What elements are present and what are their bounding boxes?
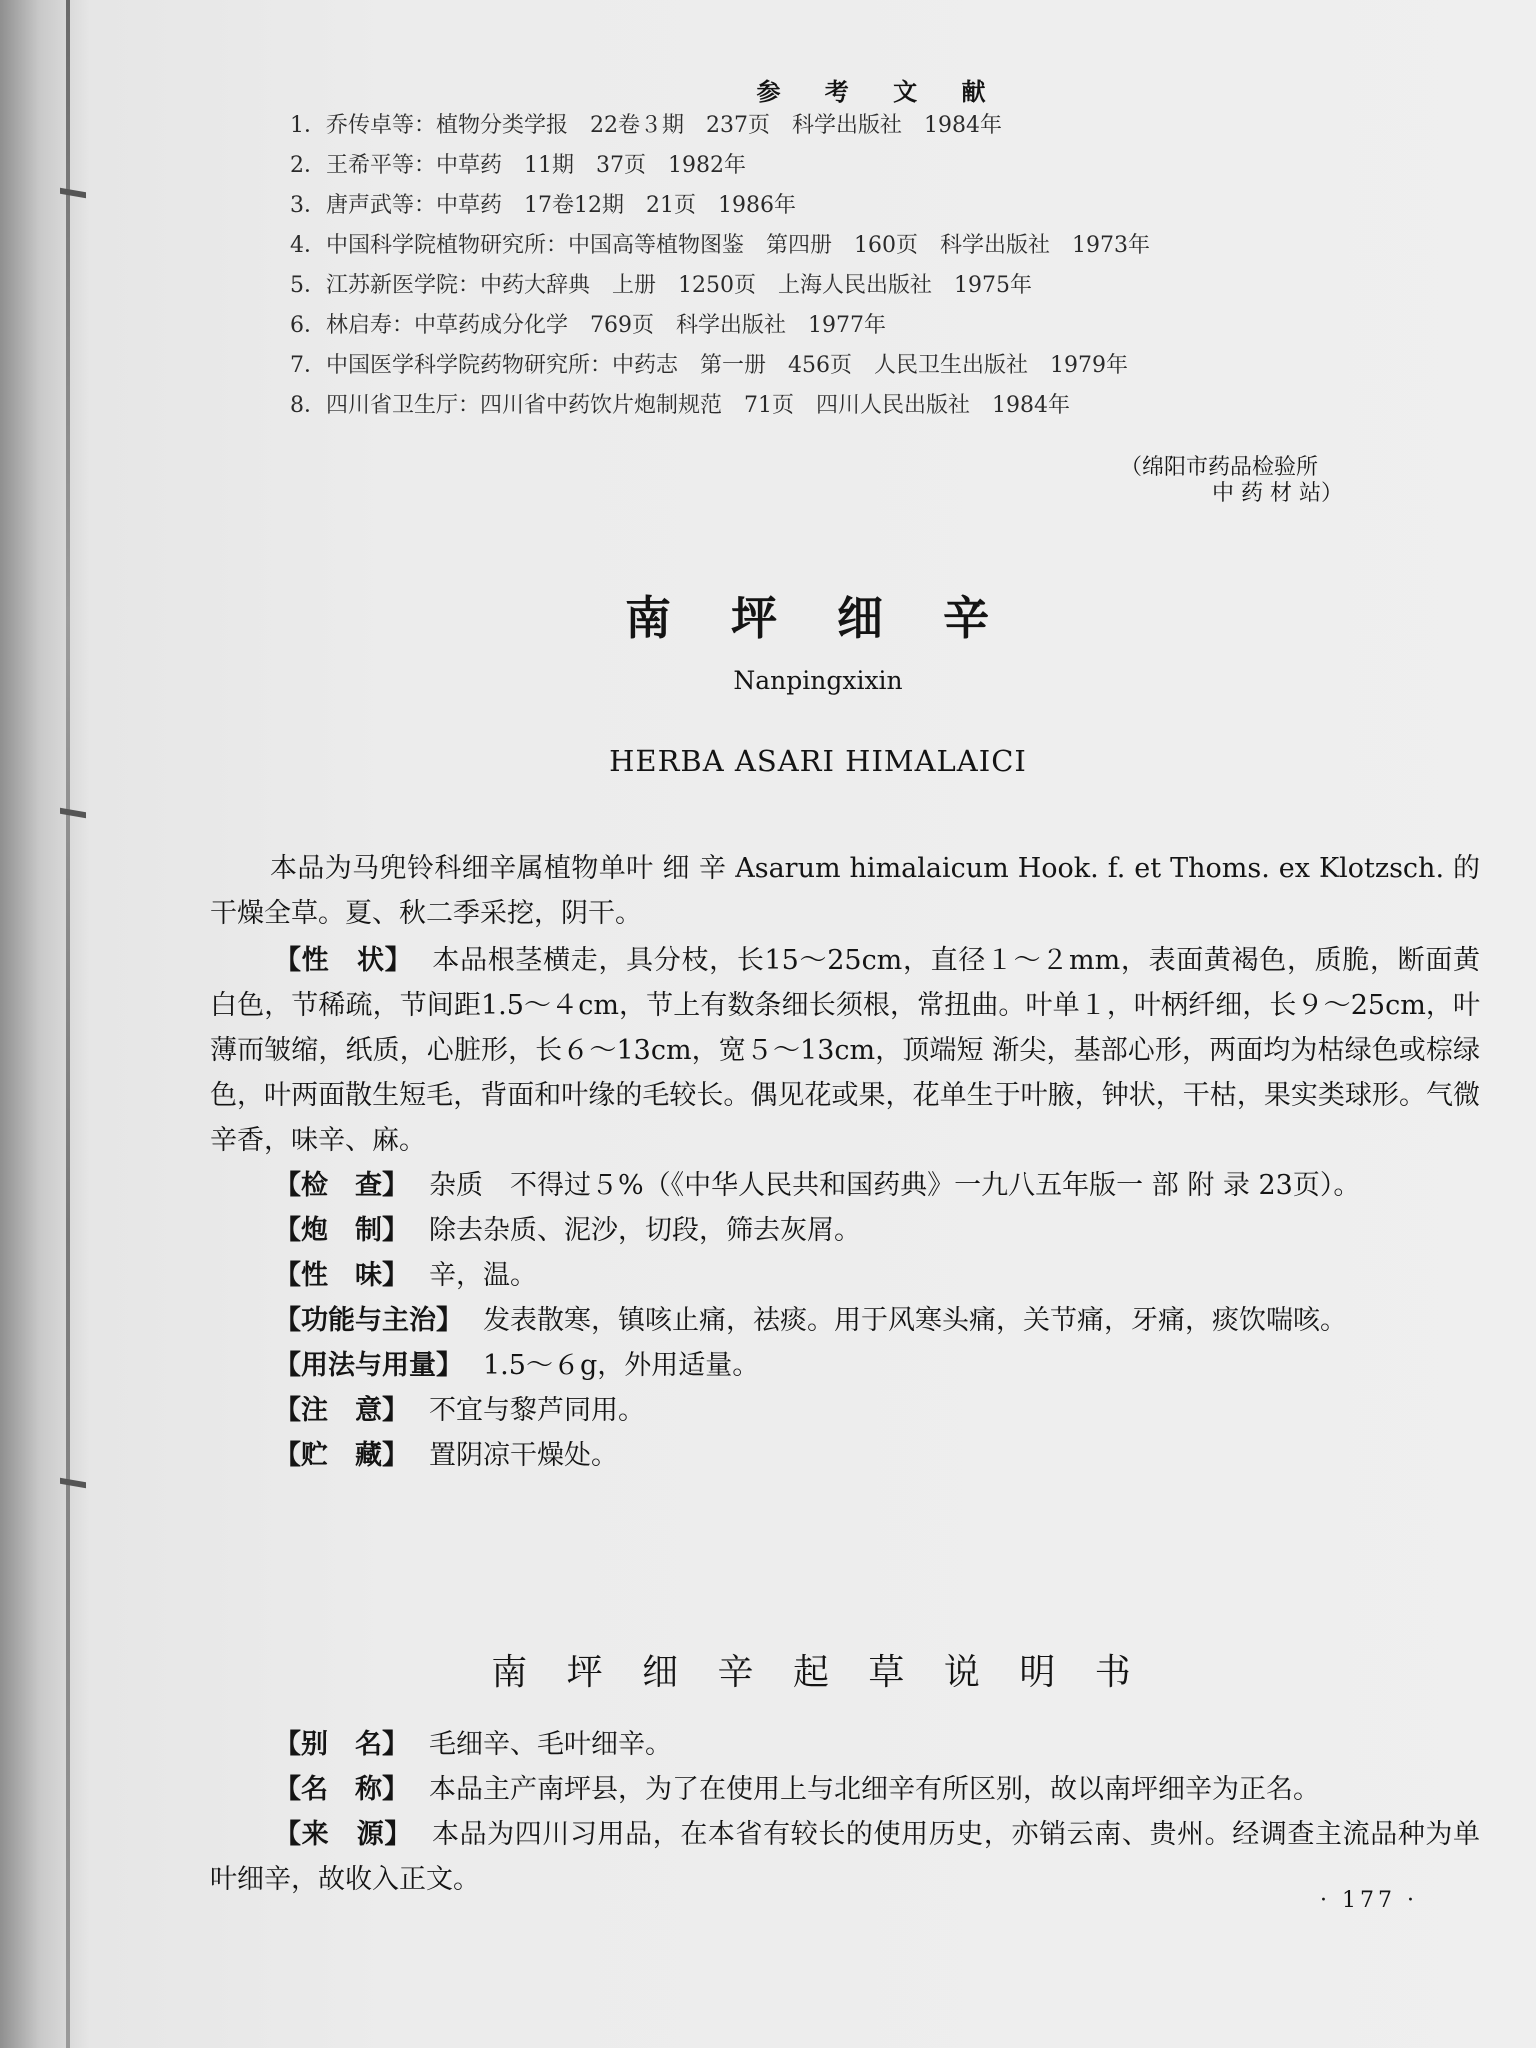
binding-edge <box>66 0 70 2048</box>
notes-entry <box>210 1767 1480 1812</box>
entry-tag: 【注 意】 <box>274 1395 409 1426</box>
monograph-entry <box>210 1388 1480 1433</box>
monograph-entry <box>210 1433 1480 1478</box>
entry-tag: 【别 名】 <box>274 1729 409 1760</box>
reference-item: 3．唐声武等：中草药 17卷12期 21页 1986年 <box>290 193 796 218</box>
author-affiliation <box>1120 455 1343 507</box>
entry-text: 发表散寒，镇咳止痛，祛痰。用于风寒头痛，关节痛，牙痛，痰饮喘咳。 <box>483 1305 1347 1336</box>
entry-text: 本品主产南坪县，为了在使用上与北细辛有所区别，故以南坪细辛为正名。 <box>429 1774 1320 1805</box>
monograph-latin-name: HERBA ASARI HIMALAICI <box>609 744 1027 778</box>
entry-text: 辛，温。 <box>429 1260 537 1291</box>
monograph-title: 南 坪 细 辛 <box>624 591 1012 645</box>
monograph-entry <box>210 1253 1480 1298</box>
reference-item: 2．王希平等：中草药 11期 37页 1982年 <box>290 153 746 178</box>
entry-text: 毛细辛、毛叶细辛。 <box>429 1729 672 1760</box>
entry-tag: 【性 状】 <box>274 945 413 976</box>
entry-tag: 【检 查】 <box>274 1170 409 1201</box>
monograph-entry <box>210 938 1480 1163</box>
entry-text: 本品为四川习用品，在本省有较长的使用历史，亦销云南、贵州。经调查主流品种为单叶细辛，故收入正文。 <box>210 1819 1481 1895</box>
entry-tag: 【贮 藏】 <box>274 1440 409 1471</box>
binding-stitch <box>60 188 86 199</box>
monograph-entry <box>210 1298 1480 1343</box>
reference-item: 4．中国科学院植物研究所：中国高等植物图鉴 第四册 160页 科学出版社 1973年 <box>290 233 1150 258</box>
entry-text: 1.5～６g，外用适量。 <box>483 1350 760 1381</box>
reference-item: 1．乔传卓等：植物分类学报 22卷３期 237页 科学出版社 1984年 <box>290 113 1002 138</box>
reference-item: 7．中国医学科学院药物研究所：中药志 第一册 456页 人民卫生出版社 1979年 <box>290 353 1128 378</box>
drafting-notes-body <box>210 1722 1480 1902</box>
binding-stitch <box>60 808 86 819</box>
entry-text: 杂质 不得过５%（《中华人民共和国药典》一九八五年版一 部 附 录 23页）。 <box>429 1170 1361 1201</box>
monograph-pinyin: Nanpingxixin <box>733 666 903 695</box>
reference-item: 5．江苏新医学院：中药大辞典 上册 1250页 上海人民出版社 1975年 <box>290 273 1032 298</box>
entry-tag: 【功能与主治】 <box>274 1305 463 1336</box>
binding-stitch <box>60 1478 86 1489</box>
drafting-notes-title: 南 坪 细 辛 起 草 说 明 书 <box>491 1652 1145 1693</box>
entry-text: 不宜与黎芦同用。 <box>429 1395 645 1426</box>
monograph-intro: 本品为马兜铃科细辛属植物单叶 细 辛 Asarum himalaicum Hook. f. et Thoms. ex Klotzsch. 的干燥全草。夏、秋二季采挖，阴干。 <box>210 853 1480 929</box>
reference-item: 6．林启寿：中草药成分化学 769页 科学出版社 1977年 <box>290 313 886 338</box>
entry-tag: 【来 源】 <box>274 1819 412 1850</box>
entry-text: 本品根茎横走，具分枝，长15～25cm，直径１～２mm，表面黄褐色，质脆，断面黄白色，节稀疏，节间距1.5～４cm，节上有数条细长须根，常扭曲。叶单１，叶柄纤细，长９～25cm，叶薄而皱缩，纸质，心脏形，长６～13cm，宽５～13cm，顶端短 渐尖，基部心形，两面均为枯绿色或棕绿色，叶两面散生短毛，背面和叶缘的毛较长。偶见花或果，花单生于叶腋，钟状，干枯，果实类球形。气微辛香，味辛、麻。 <box>210 945 1481 1156</box>
monograph-entry <box>210 1208 1480 1253</box>
entry-tag: 【性 味】 <box>274 1260 409 1291</box>
references-title: 参 考 文 献 <box>756 77 1004 106</box>
monograph-entry <box>210 1163 1480 1208</box>
author-line: （绵阳市药品检验所 <box>1120 455 1319 480</box>
monograph-body <box>210 846 1480 1478</box>
reference-item: 8．四川省卫生厅：四川省中药饮片炮制规范 71页 四川人民出版社 1984年 <box>290 393 1070 418</box>
references-list <box>290 106 1150 426</box>
notes-entry <box>210 1812 1480 1902</box>
page-number: · 177 · <box>1320 1888 1418 1913</box>
author-line: 中 药 材 站） <box>1212 481 1343 506</box>
entry-tag: 【用法与用量】 <box>274 1350 463 1381</box>
entry-text: 置阴凉干燥处。 <box>429 1440 618 1471</box>
entry-text: 除去杂质、泥沙，切段，筛去灰屑。 <box>429 1215 861 1246</box>
entry-tag: 【名 称】 <box>274 1774 409 1805</box>
entry-tag: 【炮 制】 <box>274 1215 409 1246</box>
notes-entry <box>210 1722 1480 1767</box>
monograph-entry <box>210 1343 1480 1388</box>
